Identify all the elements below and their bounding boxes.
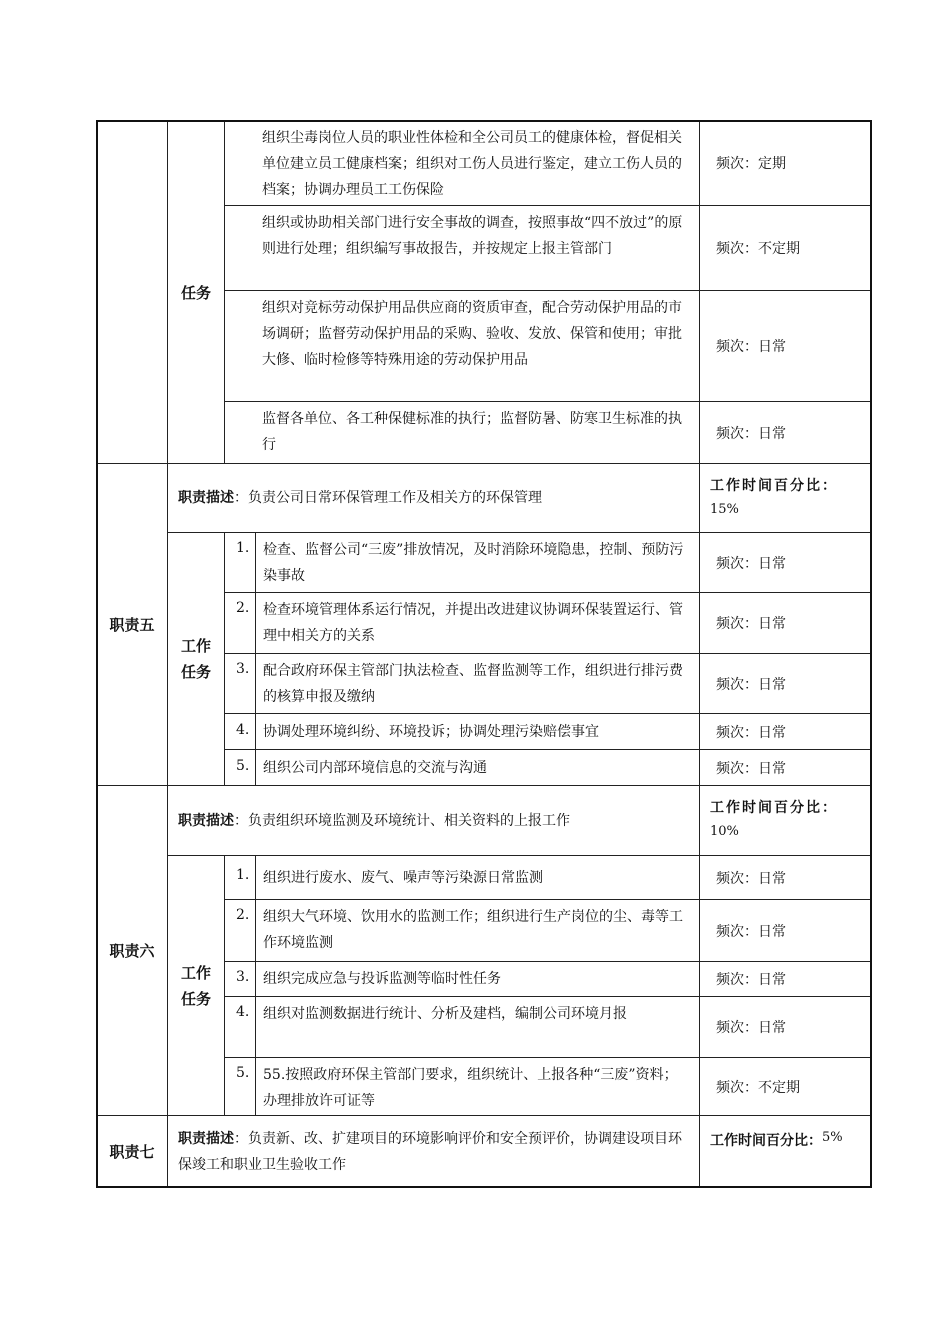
work-tasks-label xyxy=(167,855,225,1116)
work-tasks-label-line1: 工作 xyxy=(180,963,211,982)
task-frequency: 频次：日常 xyxy=(699,401,872,464)
work-tasks-label-line2: 任务 xyxy=(180,989,211,1008)
task-frequency: 频次：不定期 xyxy=(699,205,872,291)
task-text xyxy=(224,961,700,997)
task-text-content: 55.按照政府环保主管部门要求，组织统计、上报各种“三废”资料；办理排放许可证等 xyxy=(263,1067,678,1109)
work-time-percent-value: 5% xyxy=(822,1130,843,1145)
task-frequency: 频次：日常 xyxy=(699,961,872,997)
task-text-content: 检查、监督公司“三废”排放情况，及时消除环境隐患，控制、预防污染事故 xyxy=(263,542,684,584)
task-text-content: 检查环境管理体系运行情况，并提出改进建议协调环保装置运行、管理中相关方的关系 xyxy=(263,602,683,644)
task-text-content: 监督各单位、各工种保健标准的执行；监督防暑、防寒卫生标准的执行 xyxy=(262,411,682,453)
task-number: 1. xyxy=(236,867,250,883)
task-text-content: 组织大气环境、饮用水的监测工作；组织进行生产岗位的尘、毒等工作环境监测 xyxy=(263,909,683,951)
work-time-percent xyxy=(699,463,872,533)
task-frequency: 频次：日常 xyxy=(699,855,872,900)
task-text xyxy=(224,653,700,714)
task-frequency: 频次：定期 xyxy=(699,120,872,206)
duty-description xyxy=(167,785,700,856)
tasks-label: 任务 xyxy=(167,120,225,464)
task-number: 5. xyxy=(236,1065,250,1081)
task-number: 3. xyxy=(236,661,250,677)
task-frequency: 频次：日常 xyxy=(699,749,872,786)
duty-title-cell-empty xyxy=(96,120,168,464)
duty-title: 职责七 xyxy=(96,1115,168,1188)
work-time-percent-label: 工作时间百分比： xyxy=(710,478,838,494)
duty-description-text: ：负责公司日常环保管理工作及相关方的环保管理 xyxy=(234,490,542,506)
task-frequency: 频次：日常 xyxy=(699,713,872,750)
task-number: 2. xyxy=(236,600,250,616)
task-text-content: 协调处理环境纠纷、环境投诉；协调处理污染赔偿事宜 xyxy=(263,723,599,740)
column-divider xyxy=(255,855,256,1116)
task-text xyxy=(224,713,700,750)
task-text-content: 配合政府环保主管部门执法检查、监督监测等工作，组织进行排污费的核算申报及缴纳 xyxy=(263,663,683,705)
work-time-percent-value: 10% xyxy=(710,824,739,839)
task-frequency: 频次：日常 xyxy=(699,996,872,1058)
duty-description-label: 职责描述 xyxy=(178,812,234,829)
task-text-content: 组织尘毒岗位人员的职业性体检和全公司员工的健康体检，督促相关单位建立员工健康档案；组织对工伤人员进行鉴定，建立工伤人员的档案；协调办理员工工伤保险 xyxy=(262,130,682,198)
task-text-content: 组织对竞标劳动保护用品供应商的资质审查，配合劳动保护用品的市场调研；监督劳动保护用品的采购、验收、发放、保管和使用；审批大修、临时检修等特殊用途的劳动保护用品 xyxy=(262,300,682,368)
duty-description-text: ：负责新、改、扩建项目的环境影响评价和安全预评价，协调建设项目环保竣工和职业卫生验收工作 xyxy=(178,1130,682,1173)
work-time-percent-label: 工作时间百分比： xyxy=(710,1133,822,1149)
task-text xyxy=(224,899,700,962)
duty-description-text: ：负责组织环境监测及环境统计、相关资料的上报工作 xyxy=(234,812,570,829)
column-divider xyxy=(224,120,225,464)
task-text xyxy=(224,120,700,206)
task-text xyxy=(224,855,700,900)
work-tasks-label-line1: 工作 xyxy=(180,637,211,655)
work-tasks-label-line2: 任务 xyxy=(180,663,211,681)
task-frequency: 频次：日常 xyxy=(699,592,872,654)
task-text-content: 组织进行废水、废气、噪声等污染源日常监测 xyxy=(263,869,543,886)
duty-table xyxy=(96,120,872,1188)
work-tasks-label xyxy=(167,532,225,786)
task-number-column xyxy=(224,855,256,1116)
work-time-percent xyxy=(699,1115,872,1188)
task-number: 5. xyxy=(236,758,250,774)
task-number: 1. xyxy=(236,540,250,556)
task-frequency: 频次：不定期 xyxy=(699,1057,872,1116)
task-text-content: 组织或协助相关部门进行安全事故的调查，按照事故“四不放过”的原则进行处理；组织编写事故报告，并按规定上报主管部门 xyxy=(262,215,683,257)
task-frequency: 频次：日常 xyxy=(699,899,872,962)
work-time-percent-label: 工作时间百分比： xyxy=(710,800,838,816)
task-text xyxy=(224,205,700,291)
task-frequency: 频次：日常 xyxy=(699,653,872,714)
task-text-content: 组织完成应急与投诉监测等临时性任务 xyxy=(263,971,501,987)
task-text xyxy=(224,592,700,654)
task-text xyxy=(224,1057,700,1116)
task-text xyxy=(224,401,700,464)
duty-title: 职责六 xyxy=(96,785,168,1116)
task-frequency: 频次：日常 xyxy=(699,290,872,402)
task-number: 2. xyxy=(236,907,250,923)
duty-title: 职责五 xyxy=(96,463,168,786)
column-divider xyxy=(255,532,256,786)
task-text xyxy=(224,749,700,786)
task-number: 3. xyxy=(236,969,250,985)
duty-description-label: 职责描述 xyxy=(178,1130,234,1147)
task-number: 4. xyxy=(236,722,250,738)
duty-description xyxy=(167,1115,700,1188)
task-text xyxy=(224,996,700,1058)
work-time-percent-value: 15% xyxy=(710,502,739,517)
work-time-percent xyxy=(699,785,872,856)
duty-description-label: 职责描述 xyxy=(178,490,234,506)
task-text-content: 组织对监测数据进行统计、分析及建档，编制公司环境月报 xyxy=(263,1006,627,1022)
task-text xyxy=(224,532,700,593)
task-number: 4. xyxy=(236,1004,250,1020)
task-frequency: 频次：日常 xyxy=(699,532,872,593)
task-number-column xyxy=(224,532,256,786)
task-text-content: 组织公司内部环境信息的交流与沟通 xyxy=(263,759,487,776)
duty-description xyxy=(167,463,700,533)
task-text xyxy=(224,290,700,402)
